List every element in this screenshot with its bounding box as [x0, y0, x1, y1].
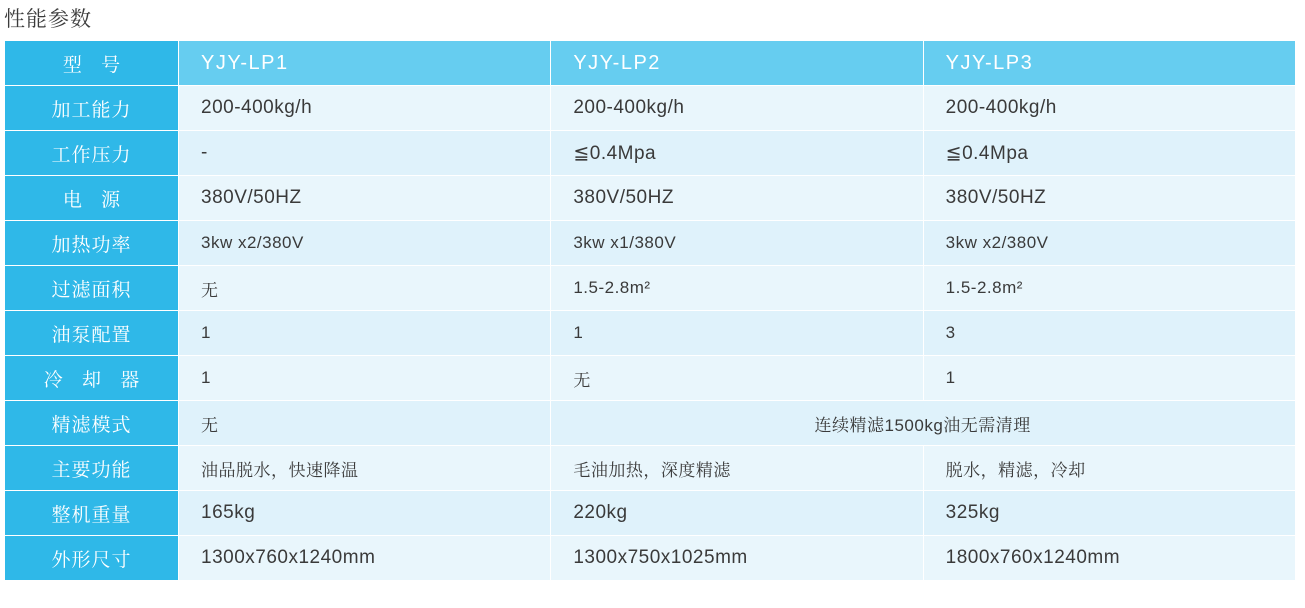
- row-value: 1.5-2.8m²: [923, 266, 1295, 311]
- page-title: 性能参数: [4, 8, 92, 31]
- table-row: [5, 221, 1296, 266]
- row-value: ≦0.4Mpa: [551, 131, 923, 176]
- table-row: [5, 536, 1296, 581]
- row-value: 165kg: [179, 491, 551, 536]
- row-label: 主要功能: [5, 446, 179, 491]
- table-row: [5, 446, 1296, 491]
- row-value: ≦0.4Mpa: [923, 131, 1295, 176]
- row-value: 325kg: [923, 491, 1295, 536]
- row-value: 3kw x1/380V: [551, 221, 923, 266]
- row-value: 380V/50HZ: [179, 176, 551, 221]
- row-label: 整机重量: [5, 491, 179, 536]
- row-value: 380V/50HZ: [551, 176, 923, 221]
- row-value: 脱水，精滤，冷却: [923, 446, 1295, 491]
- table-row: [5, 356, 1296, 401]
- row-value: 1300x760x1240mm: [179, 536, 551, 581]
- table-header-row: [5, 41, 1296, 86]
- row-value: 3: [923, 311, 1295, 356]
- row-value: 1: [179, 311, 551, 356]
- row-label: 油泵配置: [5, 311, 179, 356]
- table-row: [5, 131, 1296, 176]
- row-value: 200-400kg/h: [551, 86, 923, 131]
- row-value: 220kg: [551, 491, 923, 536]
- row-value: 1: [923, 356, 1295, 401]
- row-value: 200-400kg/h: [923, 86, 1295, 131]
- row-value: 无: [179, 266, 551, 311]
- row-value: 毛油加热，深度精滤: [551, 446, 923, 491]
- row-label: 加工能力: [5, 86, 179, 131]
- row-value: 3kw x2/380V: [179, 221, 551, 266]
- row-value: 1.5-2.8m²: [551, 266, 923, 311]
- row-value: 1300x750x1025mm: [551, 536, 923, 581]
- row-value-merged: 连续精滤1500kg油无需清理: [551, 401, 1296, 446]
- row-label: 加热功率: [5, 221, 179, 266]
- row-value: 1: [551, 311, 923, 356]
- row-label: 工作压力: [5, 131, 179, 176]
- row-value: 无: [179, 401, 551, 446]
- row-label: 外形尺寸: [5, 536, 179, 581]
- spec-table-body: [5, 41, 1296, 581]
- row-value: -: [179, 131, 551, 176]
- row-label: 过滤面积: [5, 266, 179, 311]
- row-label: 电 源: [5, 176, 179, 221]
- header-col-3: YJY-LP3: [923, 41, 1295, 86]
- header-col-2: YJY-LP2: [551, 41, 923, 86]
- row-value: 无: [551, 356, 923, 401]
- row-value: 油品脱水，快速降温: [179, 446, 551, 491]
- header-col-1: YJY-LP1: [179, 41, 551, 86]
- table-row: [5, 176, 1296, 221]
- row-value: 3kw x2/380V: [923, 221, 1295, 266]
- table-row: [5, 401, 1296, 446]
- table-row: [5, 311, 1296, 356]
- table-row: [5, 491, 1296, 536]
- row-label: 冷 却 器: [5, 356, 179, 401]
- row-value: 1: [179, 356, 551, 401]
- row-value: 380V/50HZ: [923, 176, 1295, 221]
- row-value: 200-400kg/h: [179, 86, 551, 131]
- table-row: [5, 86, 1296, 131]
- row-label: 精滤模式: [5, 401, 179, 446]
- table-row: [5, 266, 1296, 311]
- header-label-cell: 型 号: [5, 41, 179, 86]
- spec-table: [4, 40, 1296, 581]
- row-value: 1800x760x1240mm: [923, 536, 1295, 581]
